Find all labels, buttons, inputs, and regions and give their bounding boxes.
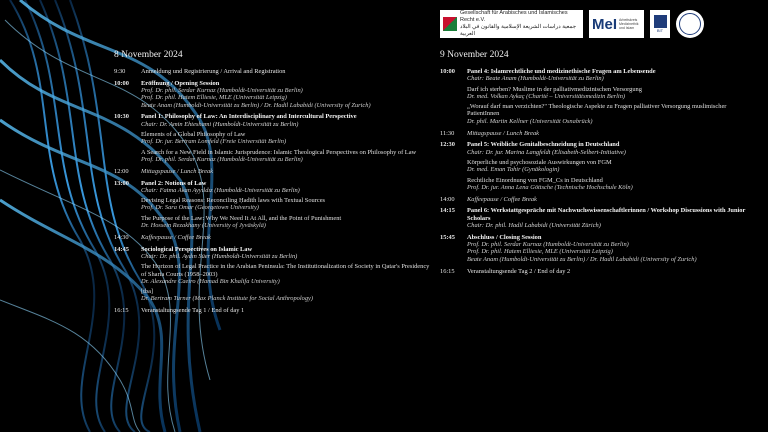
talk-title: Darf ich sterben? Muslime in der palliativmedizinischen Versorgung bbox=[467, 85, 642, 93]
entry-text: Veranstaltungsende Tag 2 / End of day 2 bbox=[467, 267, 571, 275]
talk-title: Devising Legal Reasons: Reconciling Ḥadīth laws with Textual Sources bbox=[141, 197, 326, 205]
bit-logo bbox=[650, 10, 670, 38]
schedule-entry bbox=[114, 80, 434, 109]
break-label: Kaffeepause / Coffee Break bbox=[141, 233, 211, 241]
day2-title: 9 November 2024 bbox=[440, 50, 509, 60]
entry-time: 13:00 bbox=[114, 179, 129, 187]
talk-speaker: Dr. med. Eman Tahir (Gynäkologin) bbox=[467, 166, 560, 174]
entry-body bbox=[141, 113, 434, 163]
break-label: Kaffeepause / Coffee Break bbox=[467, 195, 537, 203]
talk-speaker: Prof. Dr. phil. Serdar Kurnaz (Humboldt-Universität zu Berlin) bbox=[141, 155, 303, 163]
talk-speaker: Dr. Alexandre Caeiro (Hamad Bin Khalifa University) bbox=[141, 277, 280, 285]
entry-time: 10:00 bbox=[114, 79, 129, 87]
entry-body bbox=[467, 207, 760, 229]
gair-name-ar: جمعية دراسات الشريعة الإسلامية والقانون في البلاد العربية bbox=[460, 24, 577, 37]
session-title: Panel 4: Islamrechtliche und medizinethische Fragen am Lebensende bbox=[467, 68, 656, 75]
talk bbox=[467, 103, 760, 125]
entry-time: 10:00 bbox=[440, 68, 455, 75]
entry-time: 9:30 bbox=[114, 68, 126, 75]
university-seal-logo bbox=[676, 10, 704, 38]
schedule-entry bbox=[114, 113, 434, 163]
talk-title: „Worauf darf man verzichten?" Theologische Aspekte zu Fragen palliativer Versorgung muslimischer PatientInnen bbox=[467, 103, 727, 118]
entry-body bbox=[141, 168, 434, 175]
session-title: Abschluss / Closing Session bbox=[467, 233, 542, 241]
session-host: Beate Anam (Humboldt-Universität zu Berlin) / Dr. Hadil Lababidi (University of Zurich) bbox=[141, 101, 371, 109]
talk bbox=[467, 177, 760, 192]
entry-time: 10:30 bbox=[114, 113, 129, 121]
entry-time: 16:15 bbox=[114, 307, 129, 315]
entry-time: 14:45 bbox=[114, 245, 129, 253]
schedule-entry bbox=[114, 246, 434, 303]
talk bbox=[141, 131, 434, 146]
session-host: Beate Anam (Humboldt-Universität zu Berlin) / Dr. Hadil Lababidi (University of Zurich) bbox=[467, 255, 697, 263]
schedule-entry bbox=[440, 268, 760, 275]
entry-body bbox=[141, 80, 434, 109]
talk-speaker: Dr. Bertram Turner (Max Planck Institute for Social Anthropology) bbox=[141, 295, 313, 303]
schedule-entry bbox=[440, 68, 760, 125]
entry-body bbox=[467, 234, 760, 263]
session-host: Prof. Dr. phil. Serdar Kurnaz (Humboldt-Universität zu Berlin) bbox=[467, 241, 629, 249]
bit-label: BIT bbox=[656, 28, 664, 33]
schedule-entry bbox=[114, 307, 434, 314]
entry-time: 16:15 bbox=[440, 267, 455, 275]
entry-body bbox=[141, 307, 434, 314]
schedule-entry bbox=[440, 234, 760, 263]
talk bbox=[141, 215, 434, 230]
entry-body bbox=[141, 180, 434, 230]
talk-title: A Search for a New Field in Islamic Jurisprudence: Islamic Theological Perspectives on Philosophy of Law bbox=[141, 148, 417, 156]
mei-sub: Arbeitskreis Medizinethik und Islam bbox=[619, 17, 639, 31]
sponsor-logos bbox=[440, 8, 704, 40]
talk-speaker: Dr. Hossein Rezakhany (University of Jyväskylä) bbox=[141, 222, 266, 230]
schedule-entry bbox=[114, 234, 434, 241]
entry-time: 12:00 bbox=[114, 167, 129, 175]
break-label: Mittagspause / Lunch Break bbox=[467, 129, 540, 137]
session-host: Prof. Dr. phil. Hatem Elliesie, MLE (Universität Leipzig) bbox=[467, 248, 613, 256]
entry-body bbox=[141, 234, 434, 241]
entry-time: 14:00 bbox=[440, 195, 455, 203]
entry-time: 11:30 bbox=[440, 129, 455, 137]
schedule-entry bbox=[114, 180, 434, 230]
entry-body bbox=[467, 130, 760, 137]
entry-text: Anmeldung und Registrierung / Arrival and Registration bbox=[141, 68, 286, 75]
entry-time: 12:30 bbox=[440, 141, 455, 149]
schedule-entry bbox=[114, 168, 434, 175]
entry-body bbox=[141, 68, 434, 75]
entry-time: 14:15 bbox=[440, 207, 455, 215]
talk bbox=[467, 159, 760, 174]
schedule-entry bbox=[114, 68, 434, 75]
talk bbox=[467, 86, 760, 101]
entry-time: 14:30 bbox=[114, 233, 129, 241]
entry-body bbox=[467, 141, 760, 191]
schedule-entry bbox=[440, 196, 760, 203]
day2-schedule bbox=[440, 68, 760, 279]
session-title: Panel 1: Philosophy of Law: An Interdisciplinary and Intercultural Perspective bbox=[141, 113, 357, 121]
entry-body bbox=[141, 246, 434, 303]
entry-text: Veranstaltungsende Tag 1 / End of day 1 bbox=[141, 307, 245, 315]
break-label: Mittagspause / Lunch Break bbox=[141, 167, 214, 175]
day1-schedule bbox=[114, 68, 434, 319]
gair-logo bbox=[440, 10, 583, 38]
talk-title: [tba] bbox=[141, 288, 154, 296]
talk bbox=[141, 149, 434, 164]
session-chair: Chair: Dr. phil. Aydın Süer (Humboldt-Universität zu Berlin) bbox=[141, 252, 298, 260]
session-host: Prof. Dr. phil. Serdar Kurnaz (Humboldt-Universität zu Berlin) bbox=[141, 87, 303, 95]
gair-logo-mark bbox=[443, 17, 457, 31]
session-title: Panel 2: Notions of Law bbox=[141, 179, 207, 187]
talk-title: The Purpose of the Law: Why We Need It At All, and the Point of Punishment bbox=[141, 214, 342, 222]
session-host: Prof. Dr. phil. Hatem Elliesie, MLE (Universität Leipzig) bbox=[141, 94, 287, 102]
talk-title: Elements of a Global Philosophy of Law bbox=[141, 131, 246, 139]
mei-logo bbox=[589, 10, 644, 38]
schedule-entry bbox=[440, 141, 760, 191]
entry-body bbox=[467, 196, 760, 203]
talk-speaker: Prof. Dr. Sara Omar (Georgetown University) bbox=[141, 204, 259, 212]
gair-name-de: Gesellschaft für Arabisches und Islamisches Recht e.V. bbox=[460, 10, 568, 24]
talk-speaker: Prof. Dr. jur. Bertram Lomfeld (Freie Universität Berlin) bbox=[141, 138, 287, 146]
session-chair: Chair: Dr. jur. Marina Langfeldt (Elisabeth-Selbert-Initiative) bbox=[467, 148, 626, 156]
session-chair: Chair: Dr. Amin Ehteshami (Humboldt-Universität zu Berlin) bbox=[141, 120, 299, 128]
talk-speaker: Dr. med. Volkan Aykaç (Charité – Universitätsmedizin Berlin) bbox=[467, 92, 626, 100]
day1-title: 8 November 2024 bbox=[114, 50, 183, 60]
session-chair: Chair: Fatma Akan Ayyıldız (Humboldt-Universität zu Berlin) bbox=[141, 186, 300, 194]
talk bbox=[141, 263, 434, 285]
talk-title: Körperliche und psychosoziale Auswirkungen von FGM bbox=[467, 158, 612, 166]
talk-speaker: Prof. Dr. jur. Anna Lena Göttsche (Technische Hochschule Köln) bbox=[467, 183, 633, 191]
talk bbox=[141, 288, 434, 303]
session-chair: Chair: Beate Anam (Humboldt-Universität zu Berlin) bbox=[467, 75, 604, 83]
session-title: Panel 6: Werkstattgespräche mit Nachwuchswissenschaftlerinnen / Workshop Discussions with Junior Scholars bbox=[467, 207, 746, 222]
entry-body bbox=[467, 68, 760, 125]
entry-body bbox=[467, 268, 760, 275]
session-title: Panel 5: Weibliche Genitalbeschneidung in Deutschland bbox=[467, 141, 620, 149]
mei-label: MeI bbox=[592, 15, 618, 33]
talk-title: The Horizon of Legal Practice in the Arabian Peninsula: The Institutionalization of Society in Qatar's Presidency of Sharia Courts (1958–2003) bbox=[141, 263, 430, 278]
session-title: Eröffnung / Opening Session bbox=[141, 79, 220, 87]
talk-speaker: Dr. phil. Martin Kellner (Universität Osnabrück) bbox=[467, 117, 593, 125]
talk bbox=[141, 197, 434, 212]
session-title: Sociological Perspectives on Islamic Law bbox=[141, 245, 253, 253]
schedule-entry bbox=[440, 130, 760, 137]
talk-title: Rechtliche Einordnung von FGM_Cs in Deutschland bbox=[467, 176, 603, 184]
session-chair: Chair: Dr. phil. Hadil Lababidi (Universität Zürich) bbox=[467, 222, 601, 230]
schedule-entry bbox=[440, 207, 760, 229]
entry-time: 15:45 bbox=[440, 233, 455, 241]
